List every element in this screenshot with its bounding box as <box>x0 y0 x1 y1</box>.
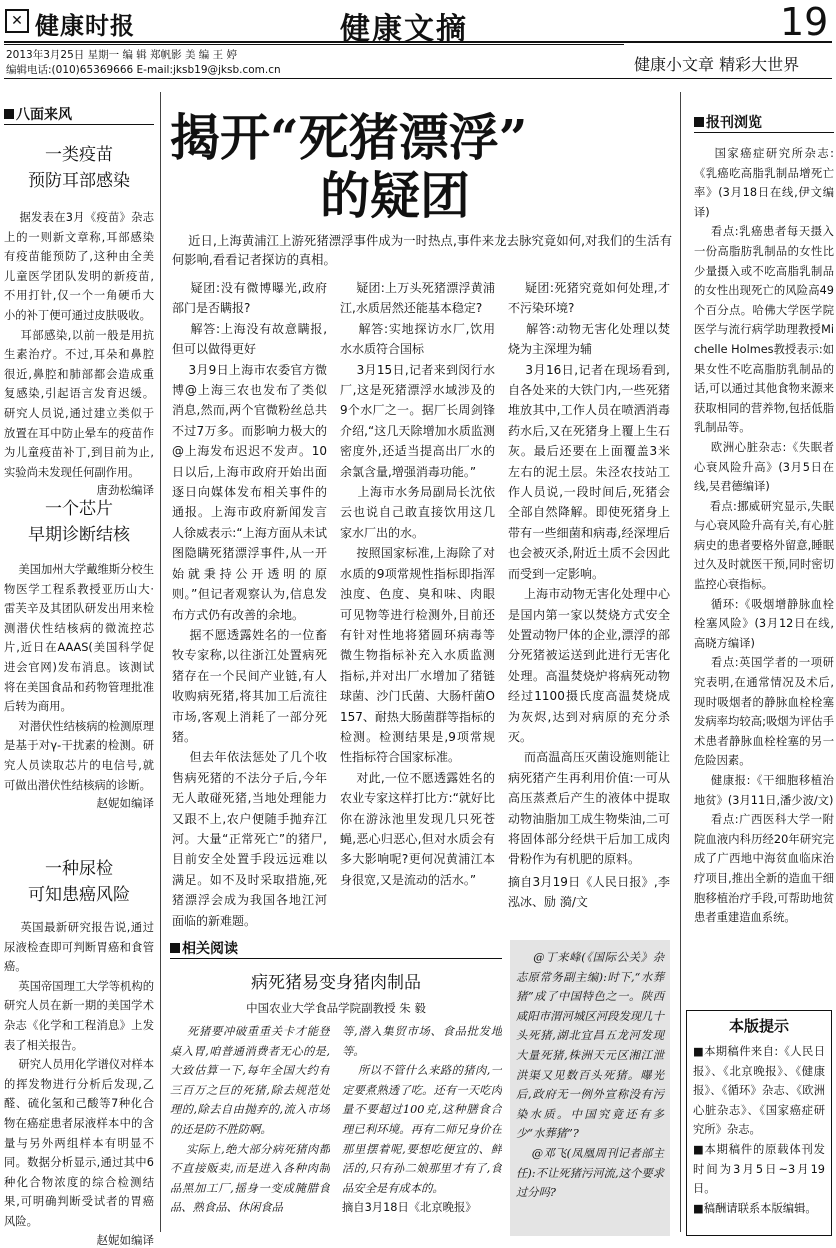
article-vaccine <box>4 142 154 498</box>
article-credit: 赵妮如编译 <box>96 796 154 811</box>
notice-title: 本版提示 <box>728 1017 789 1035</box>
main-headline-line1: 揭开“死猪漂浮” <box>170 108 528 167</box>
section-label: 报刊浏览 <box>706 115 762 131</box>
section-underline <box>694 132 834 133</box>
related-byline: 中国农业大学食品学院副教授 朱 毅 <box>246 1001 426 1015</box>
notice-item-text: 本期稿件的原载体刊发时间为3月5日~3月19日。 <box>693 1142 825 1196</box>
section-header-related <box>170 938 502 958</box>
square-bullet-icon <box>4 109 14 119</box>
slogan: 健康小文章 精彩大世界 <box>634 55 800 74</box>
section-underline <box>170 958 502 959</box>
section-header-baokan <box>694 112 834 132</box>
brand-name: 健康时报 <box>35 11 135 40</box>
main-column-2: 疑团:上万头死猪漂浮黄浦江,水质居然还能基本稳定? 解答:实地探访水厂,饮用水水质符合国标 3月15日,记者来到闵行水厂,这是死猪漂浮水域涉及的9个水厂之一。据厂长周剑锋介绍,“这几天除增加水质监测密度外,还适当提高出厂水的余氯含量,增强消毒功能。” 上海市水务局副局长沈依云也说自己敢直接饮用这几家水厂出的水。 按照国家标准,上海除了对水质的9项常规性指标即指浑浊度、色度、臭和味、肉眼可见物等进行检测外,目前还有针对性地将猪圆环病毒等微生物指标补充入水质监测指标,并对出厂水增加了猪链球菌、沙门氏菌、大肠杆菌O157、耐热大肠菌群等指标的检测。检测结果是,9项常规性指标符合国家标准。 对此,一位不愿透露姓名的农业专家这样打比方:“就好比你在游泳池里发现几只死苍蝇,恶心归恶心,但对水质会有多大影响呢?更何况黄浦江本身很宽,又是流动的活水。” <box>340 281 495 887</box>
main-column-3-wrap <box>508 278 670 938</box>
notice-item <box>693 1140 825 1199</box>
article-credit: 赵妮如编译 <box>96 1232 154 1247</box>
article-title-line1: 一类疫苗 <box>45 145 113 165</box>
related-title: 病死猪易变身猪肉制品 <box>251 973 421 993</box>
main-column-3: 疑团:死猪究竟如何处理,才不污染环境? 解答:动物无害化处理以焚烧为主深埋为辅 3月16日,记者在现场看到,自各处来的大铁门内,一些死猪堆放其中,工作人员在喷洒消毒药水后,又在死猪身上覆上生石灰。最后还要在上面覆盖3米左右的泥土层。朱泾农技站工作人员说,一段时间后,死猪会全部自然降解。即使死猪身上带有一些细菌和病毒,经深埋后也会被灭杀,附近土质不会因此而受到一定影响。 上海市动物无害化处理中心是国内第一家以焚烧方式安全处置动物尸体的企业,漂浮的部分死猪被运送到此进行无害化处理。高温焚烧炉将病死动物经过1100摄氏度高温焚烧成为灰烬,达到对病原的充分杀灭。 而高温高压灭菌设施则能让病死猪产生再利用价值:一可从高压蒸煮后产生的液体中提取动物油脂加工成生物柴油,二可将固体部分经烘干后加工成肉骨粉作为有机肥的原料。 <box>508 281 670 867</box>
square-bullet-icon: ■ <box>693 1201 704 1215</box>
left-column <box>4 104 156 1247</box>
related-credit: 摘自3月18日《北京晚报》 <box>342 1201 477 1215</box>
article-body: 英国最新研究报告说,通过尿液检查即可判断胃癌和食管癌。 英国帝国理工大学等机构的研究人员在新一期的美国学术杂志《化学和工程消息》上发表了相关报告。 研究人员用化学谱仪对样本的挥发物进行分析后发现,乙醛、硫化氢和己酸等7种化合物在癌症患者尿液样本中的含量与另外两组样本有明显不同。数据分析显示,通过其中6种化合物浓度的综合检测结果,可明确判断受试者的胃癌风险。 <box>4 921 154 1228</box>
page-number: 19 <box>780 0 829 44</box>
right-body: 国家癌症研究所杂志:《乳癌吃高脂乳制品增死亡率》(3月18日在线,伊文编译) 看点:乳癌患者每天摄入一份高脂肪乳制品的女性比少量摄入或不吃高脂乳制品的女性出现死亡的风险高49个百分点。哈佛大学医学院医学与流行病学助理教授Michelle Holmes教授表示:如果女性不吃高脂肪乳制品的话,可以通过其他食物来源来获取相同的营养物,包括低脂乳制品等。 欧洲心脏杂志:《失眠者心衰风险升高》(3月5日在线,吴君德编译) 看点:挪威研究显示,失眠与心衰风险升高有关,有心脏病史的患者要格外留意,睡眠过久及时就医干预,同时密切监控心衰指标。 循环:《吸烟增静脉血栓栓塞风险》(3月12日在线,高晓方编译) 看点:英国学者的一项研究表明,在通常情况及术后,现时吸烟者的静脉血栓栓塞发病率均较高;吸烟为评估手术患者静脉血栓栓塞的另一危险因素。 健康报:《干细胞移植治地贫》(3月11日,潘少波/文) 看点:广西医科大学一附院血液内科历经20年研究完成了广西地中海贫血临床治疗项目,推出全新的造血干细胞移植治疗手段,可帮助地贫患者重建造血系统。 <box>694 147 834 925</box>
square-bullet-icon <box>170 943 180 953</box>
column-divider-left <box>160 92 161 1232</box>
column-divider-right <box>680 92 681 1232</box>
notice-box <box>686 1010 832 1236</box>
section-title: 健康文摘 <box>340 12 468 47</box>
square-bullet-icon: ■ <box>693 1045 705 1058</box>
right-column <box>694 112 834 1024</box>
logo-icon: ✕ <box>5 9 29 33</box>
contact-line: 编辑电话:(010)65369666 E-mail:jksb19@jksb.com.cn <box>6 64 281 76</box>
section-underline <box>4 124 154 125</box>
masthead-rule-thin <box>4 44 624 45</box>
related-section <box>170 938 502 1238</box>
notice-item-text: 稿酬请联系本版编辑。 <box>703 1201 817 1215</box>
main-lead: 近日,上海黄浦江上游死猪漂浮事件成为一时热点,事件来龙去脉究竟如何,对我们的生活有何影响,看看记者探访的真相。 <box>172 234 672 267</box>
article-title-line1: 一种尿检 <box>45 859 113 879</box>
square-bullet-icon: ■ <box>693 1142 705 1156</box>
main-column-3-credit: 摘自3月19日《人民日报》,李泓冰、励 漪/文 <box>508 874 670 910</box>
notice-item <box>693 1042 825 1140</box>
masthead <box>0 0 836 80</box>
comments-box <box>510 940 670 1236</box>
masthead-bottom-rule <box>4 78 832 79</box>
related-column-2: 等,潜入集贸市场、食品批发地等。 所以不管什么来路的猪肉,一定要煮熟透了吃。还有一天吃肉量不要超过100克,这种膳食合理已利环境。再有二师兄身价在那里摆着呢,要想吃便宜的、鲜活的,只有孙二娘那里才有了,食品安全是有成本的。 <box>342 1025 502 1195</box>
article-title-line2: 可知患癌风险 <box>28 885 130 905</box>
comments-text: @丁来峰(《国际公关》杂志原常务副主编):时下,“水葬猪”成了中国特色之一。陕西咸阳市渭河城区河段发现几十头死猪,湖北宜昌五龙河发现大量死猪,株洲天元区湘江泄洪渠又见数百头死猪。曝光后,政府无一例外宣称没有污染水质。中国究竟还有多少“水葬猪”? @邓飞(凤凰周刊记者部主任):不让死猪污河流,这个要求过分吗? <box>516 951 664 1200</box>
section-label: 八面来风 <box>16 107 72 123</box>
section-label: 相关阅读 <box>182 941 238 957</box>
article-body: 美国加州大学戴维斯分校生物医学工程系教授亚历山大·雷芙辛及其团队研发出用来检测潜伏性结核病的微流控芯片,近日在AAAS(美国科学促进会官网)发布消息。该测试将在美国食品和药物管理批准后转为商用。 对潜伏性结核病的检测原理是基于对γ-干扰素的检测。研究人员读取芯片的电信号,就可做出潜伏性结核病的诊断。 <box>4 563 154 792</box>
article-body: 据发表在3月《疫苗》杂志上的一则新文章称,耳部感染有疫苗能预防了,这种由全美儿童医学团队发明的新疫苗,不用打针,仅一个一角硬币大小的补丁便可通过皮肤吸收。 耳部感染,以前一般是用抗生素治疗。不过,耳朵和鼻腔很近,鼻腔和肺部都会造成重复感染,引起语言发育迟缓。研究人员说,通过建立类似于放置在耳中防止晕车的疫苗作为儿童疫苗补丁,到目前为止,实验尚未发现任何副作用。 <box>4 211 154 479</box>
square-bullet-icon <box>694 117 704 127</box>
article-credit: 唐劲松编译 <box>96 483 154 498</box>
main-column-1: 疑团:没有微博曝光,政府部门是否瞒报? 解答:上海没有故意瞒报,但可以做得更好 3月9日上海市农委官方微博@上海三农也发布了类似消息,然而,两个官微粉丝总共不过7万多。而影响力极大的@上海发布迟迟不发声。10日以后,上海市政府开始出面逐日向媒体发布相关事件的通报。上海市政府新闻发言人徐威表示:“上海方面从未试图隐瞒死猪漂浮事件,从一开始就秉持公开透明的原则。”但记者观察认为,信息发布方式仍有改善的余地。 据不愿透露姓名的一位畜牧专家称,以往浙江处置病死猪存在一个民间产业链,有人收购病死猪,将其加工后流往市场,客观上消耗了一部分死猪。 但去年依法惩处了几个收售病死猪的不法分子后,今年无人敢碰死猪,当地处理能力又跟不上,农户便随手抛弃江河。大量“正常死亡”的猪尸,目前安全处置手段远远难以满足。如不及时采取措施,死猪漂浮会成为我国各地江河面临的新难题。 <box>172 281 327 928</box>
related-column-2-wrap <box>342 1022 502 1238</box>
article-title-line2: 早期诊断结核 <box>28 525 130 545</box>
article-urine-test <box>4 856 154 1248</box>
article-chip <box>4 496 154 811</box>
main-headline-line2: 的疑团 <box>320 166 470 225</box>
related-column-1: 死猪要冲破重重关卡才能登桌入胃,咱普通消费者无心的是,大致估算一下,每年全国大约有三百万之巨的死猪,除去规范处理的,除去自由抛弃的,流入市场的还是防不胜防啊。 实际上,绝大部分病死猪肉都不直接贩卖,而是进入各种肉制品黑加工厂,摇身一变成腌腊食品、熟食品、休闲食品 <box>170 1025 330 1215</box>
date-line: 2013年3月25日 星期一 编 辑 郑帆影 美 编 王 婷 <box>6 49 237 61</box>
section-header-bamian <box>4 104 156 124</box>
notice-item-text: 本期稿件来自:《人民日报》、《北京晚报》、《健康报》、《循环》杂志、《欧洲心脏杂志》、《国家癌症研究所》杂志。 <box>693 1045 825 1137</box>
notice-item <box>693 1199 825 1219</box>
newspaper-logo <box>5 6 155 40</box>
masthead-rule <box>4 41 832 43</box>
article-title-line1: 一个芯片 <box>45 499 113 519</box>
article-title-line2: 预防耳部感染 <box>28 171 130 191</box>
